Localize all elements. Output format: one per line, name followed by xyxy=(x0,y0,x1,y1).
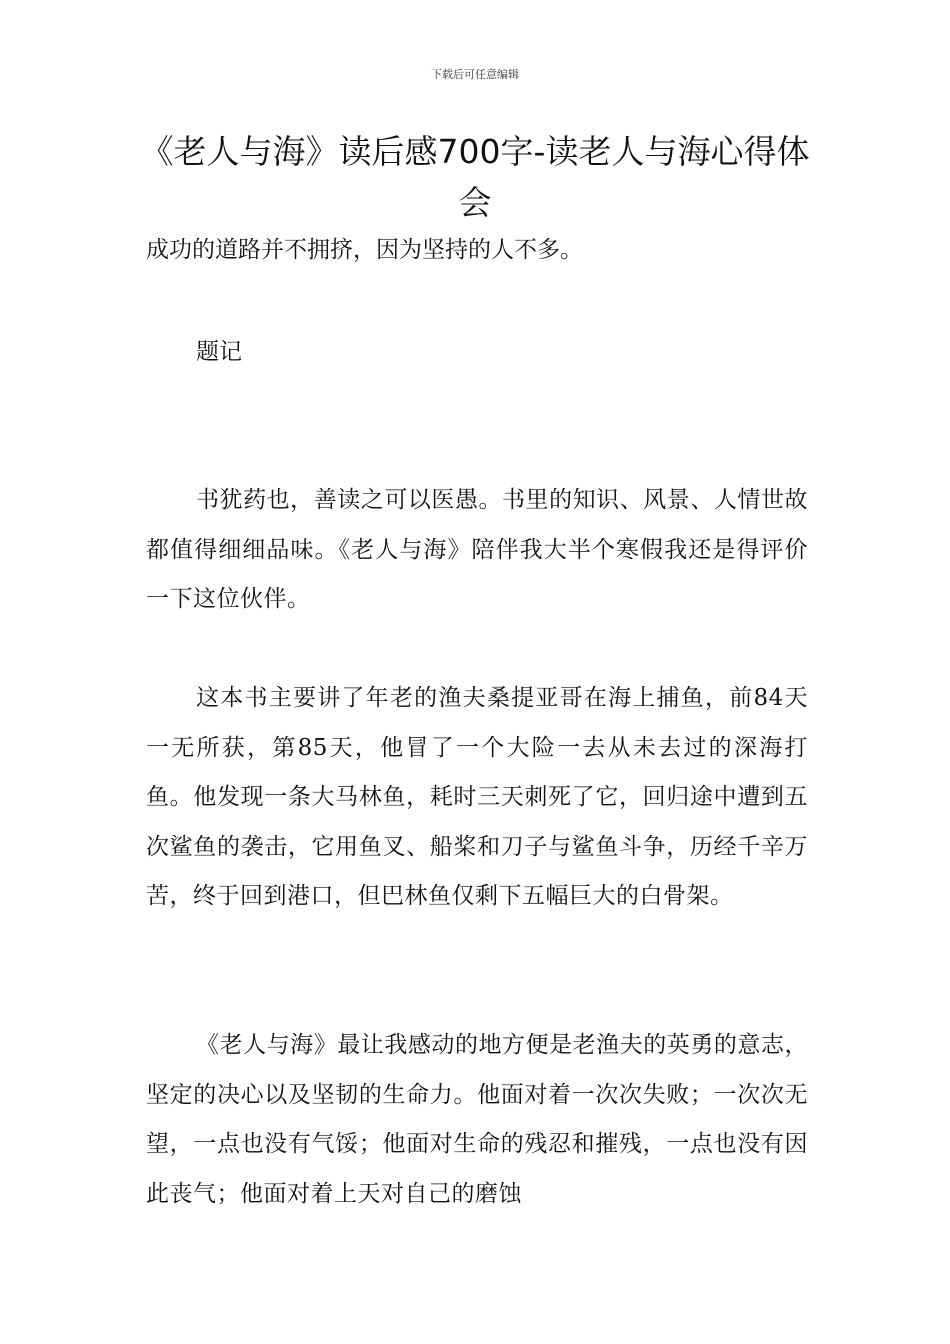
paragraph-3: 《老人与海》最让我感动的地方便是老渔夫的英勇的意志，坚定的决心以及坚韧的生命力。他面对着一次次失败；一次次无望，一点也没有气馁；他面对生命的残忍和摧残，一点也没有因此丧气；他面对着上天对自己的磨蚀 xyxy=(146,1032,808,1207)
header-note: 下载后可任意编辑 xyxy=(431,68,519,81)
epigraph: 成功的道路并不拥挤，因为坚持的人不多。 xyxy=(146,237,583,263)
paragraph-1: 书犹药也，善读之可以医愚。书里的知识、风景、人情世故都值得细细品味。《老人与海》陪伴我大半个寒假我还是得评价一下这位伙伴。 xyxy=(146,487,808,612)
document-title: 《老人与海》读后感700字-读老人与海心得体会 xyxy=(140,132,810,222)
epigraph-label: 题记 xyxy=(196,339,242,365)
paragraph-2: 这本书主要讲了年老的渔夫桑提亚哥在海上捕鱼，前84天一无所获，第85天，他冒了一个大险一去从未去过的深海打鱼。他发现一条大马林鱼，耗时三天刺死了它，回归途中遭到五次鲨鱼的袭击，它用鱼叉、船桨和刀子与鲨鱼斗争，历经千辛万苦，终于回到港口，但巴林鱼仅剩下五幅巨大的白骨架。 xyxy=(146,685,808,909)
